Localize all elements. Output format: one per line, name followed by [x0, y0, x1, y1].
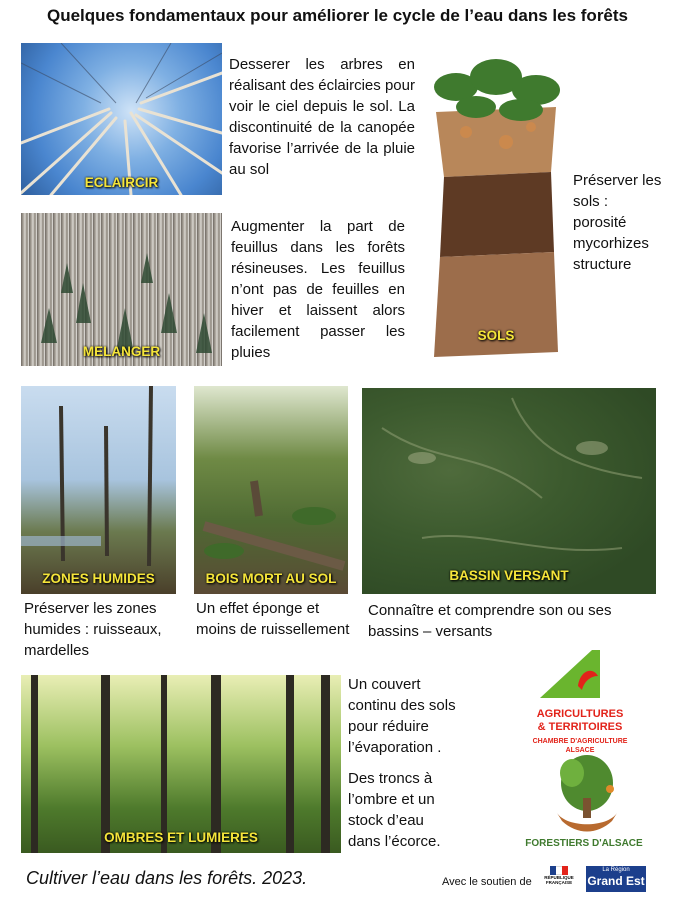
- photo-bois-mort: [194, 386, 348, 594]
- agricultures-title: AGRICULTURES & TERRITOIRES: [536, 708, 624, 733]
- region-name-text: Grand Est: [587, 874, 645, 888]
- photo-zones-humides: [21, 386, 176, 594]
- label-ombres-lumieres: OMBRES ET LUMIERES: [104, 830, 258, 845]
- label-bassin-versant: BASSIN VERSANT: [449, 568, 569, 583]
- french-flag-icon: [550, 866, 568, 875]
- forestiers-logo: [532, 753, 642, 843]
- agricultures-a-icon: [530, 646, 630, 704]
- photo-sols: [426, 52, 566, 362]
- text-zones-humides: Préserver les zones humides : ruisseaux, mardelles: [24, 600, 162, 659]
- label-bois-mort: BOIS MORT AU SOL: [205, 571, 337, 586]
- text-eclaircir: Desserer les arbres en réalisant des éclaircies pour voir le ciel depuis le sol. La discontinuité de la canopée favorise l’arrivée de la pluie au sol: [229, 56, 415, 178]
- photo-melanger: [21, 213, 222, 366]
- label-sols: SOLS: [477, 328, 515, 343]
- agricultures-logo-mark: [530, 646, 630, 704]
- text-melanger: Augmenter la part de feuillus dans les forêts résineuses. Les feuillus n’ont pas de feuilles en hiver et laissent alors facilement passer les pluies: [231, 218, 405, 361]
- region-small-text: La Région: [602, 867, 630, 873]
- label-eclaircir: ECLAIRCIR: [84, 175, 159, 190]
- tree-trunks-graphic: [21, 43, 222, 195]
- tree-hands-icon: [532, 753, 642, 843]
- label-melanger: MELANGER: [82, 344, 161, 359]
- region-grand-est-logo: [586, 866, 646, 892]
- wetland-trees-graphic: [21, 386, 176, 594]
- dead-wood-graphic: [194, 386, 348, 594]
- soutien-text: Avec le soutien de: [442, 876, 532, 888]
- text-ombres-1: Un couvert continu des sols pour réduire l’évaporation .: [348, 676, 456, 756]
- text-ombres-2: Des troncs à l’ombre et un stock d’eau dans l’écorce.: [348, 770, 441, 850]
- republique-francaise-logo: [544, 866, 574, 892]
- text-bois-mort: Un effet éponge et moins de ruissellement: [196, 600, 350, 638]
- forest-trunks-graphic: [21, 675, 341, 853]
- label-zones-humides: ZONES HUMIDES: [42, 571, 155, 586]
- forestiers-text: FORESTIERS D'ALSACE: [525, 838, 643, 849]
- footer-caption: Cultiver l’eau dans les forêts. 2023.: [26, 868, 308, 888]
- soil-profile-graphic: [426, 52, 566, 362]
- photo-ombres-lumieres: [21, 675, 341, 853]
- photo-eclaircir: [21, 43, 222, 195]
- photo-bassin-versant: [362, 388, 656, 594]
- chambre-agriculture-text: CHAMBRE D'AGRICULTURE ALSACE: [532, 738, 628, 754]
- page-title: Quelques fondamentaux pour améliorer le cycle de l’eau dans les forêts: [46, 6, 629, 25]
- text-sols: Préserver les sols : porosité mycorhizes structure: [573, 172, 662, 273]
- republique-text: RÉPUBLIQUE FRANÇAISE: [544, 875, 574, 885]
- text-bassin-versant: Connaître et comprendre son ou ses bassins – versants: [368, 602, 612, 640]
- valley-aerial-graphic: [362, 388, 656, 594]
